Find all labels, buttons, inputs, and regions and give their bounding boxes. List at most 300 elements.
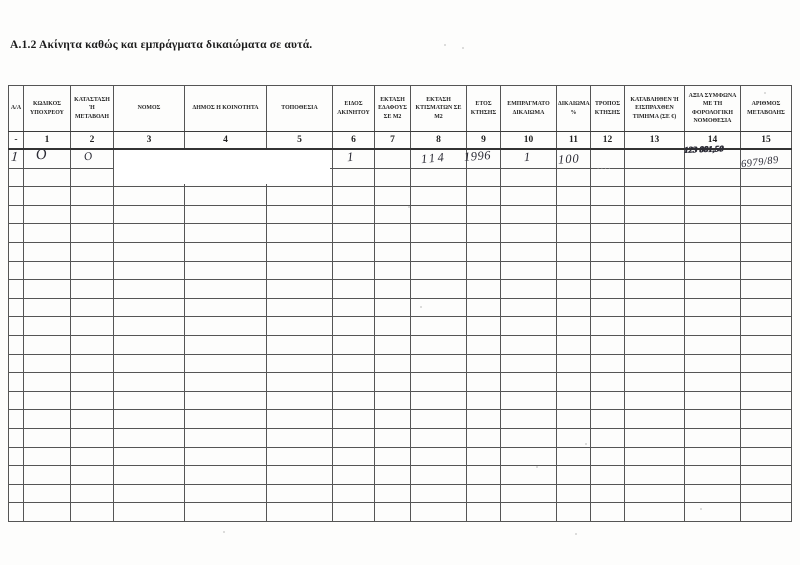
empty-cell bbox=[24, 205, 71, 224]
empty-cell bbox=[741, 298, 792, 317]
empty-cell bbox=[685, 224, 741, 243]
empty-cell bbox=[71, 354, 114, 373]
empty-cell bbox=[267, 280, 333, 299]
empty-cell bbox=[501, 317, 557, 336]
col-number: 14 bbox=[685, 132, 741, 150]
col-number: 1 bbox=[24, 132, 71, 150]
col-header-dikaioma-pct: ΔΙΚΑΙΩΜΑ % bbox=[557, 86, 591, 132]
empty-cell bbox=[267, 391, 333, 410]
empty-cell bbox=[114, 261, 185, 280]
empty-cell bbox=[114, 298, 185, 317]
empty-cell bbox=[9, 205, 24, 224]
empty-cell bbox=[9, 261, 24, 280]
col-number: 4 bbox=[185, 132, 267, 150]
empty-cell bbox=[333, 447, 375, 466]
empty-cell bbox=[625, 261, 685, 280]
empty-cell bbox=[467, 168, 501, 187]
empty-cell bbox=[557, 373, 591, 392]
empty-cell bbox=[9, 168, 24, 187]
empty-cell bbox=[685, 298, 741, 317]
scan-speck bbox=[585, 443, 587, 445]
empty-cell bbox=[625, 298, 685, 317]
empty-cell bbox=[411, 391, 467, 410]
empty-cell bbox=[501, 391, 557, 410]
empty-cell bbox=[24, 187, 71, 206]
empty-cell bbox=[375, 298, 411, 317]
empty-cell bbox=[591, 224, 625, 243]
empty-cell bbox=[9, 317, 24, 336]
empty-cell bbox=[114, 317, 185, 336]
empty-cell bbox=[185, 224, 267, 243]
empty-cell bbox=[114, 391, 185, 410]
empty-cell bbox=[185, 317, 267, 336]
table-row bbox=[9, 280, 792, 299]
empty-cell bbox=[591, 373, 625, 392]
empty-cell bbox=[625, 149, 685, 168]
empty-cell bbox=[557, 410, 591, 429]
empty-cell bbox=[24, 298, 71, 317]
empty-cell bbox=[185, 242, 267, 261]
empty-cell bbox=[741, 242, 792, 261]
empty-cell bbox=[591, 317, 625, 336]
empty-cell bbox=[557, 187, 591, 206]
empty-cell bbox=[685, 168, 741, 187]
handwritten-etos-ktisis: 1996 bbox=[463, 148, 492, 164]
empty-cell bbox=[411, 205, 467, 224]
empty-cell bbox=[24, 391, 71, 410]
empty-cell bbox=[467, 261, 501, 280]
col-number: 6 bbox=[333, 132, 375, 150]
empty-cell bbox=[411, 187, 467, 206]
empty-cell bbox=[333, 428, 375, 447]
empty-cell bbox=[685, 354, 741, 373]
empty-cell bbox=[467, 503, 501, 522]
empty-cell bbox=[411, 242, 467, 261]
empty-cell bbox=[557, 503, 591, 522]
empty-cell bbox=[741, 466, 792, 485]
col-number: 9 bbox=[467, 132, 501, 150]
empty-cell bbox=[467, 466, 501, 485]
empty-cell bbox=[557, 335, 591, 354]
col-header-tropos-ktisis: ΤΡΟΠΟΣ ΚΤΗΣΗΣ bbox=[591, 86, 625, 132]
empty-cell bbox=[9, 447, 24, 466]
empty-cell bbox=[685, 410, 741, 429]
table-row bbox=[9, 503, 792, 522]
empty-cell bbox=[267, 205, 333, 224]
empty-cell bbox=[24, 428, 71, 447]
empty-cell bbox=[625, 168, 685, 187]
empty-cell bbox=[625, 317, 685, 336]
empty-cell bbox=[501, 187, 557, 206]
col-number: - bbox=[9, 132, 24, 150]
empty-cell bbox=[267, 503, 333, 522]
col-number: 3 bbox=[114, 132, 185, 150]
col-number: 13 bbox=[625, 132, 685, 150]
empty-cell bbox=[333, 261, 375, 280]
empty-cell bbox=[591, 187, 625, 206]
empty-cell bbox=[625, 410, 685, 429]
empty-cell bbox=[375, 280, 411, 299]
handwritten-kodikos-ypochreou: O bbox=[34, 146, 48, 164]
empty-cell bbox=[685, 317, 741, 336]
empty-cell bbox=[71, 335, 114, 354]
empty-cell bbox=[685, 261, 741, 280]
empty-cell bbox=[71, 447, 114, 466]
empty-cell bbox=[591, 484, 625, 503]
table-row bbox=[9, 447, 792, 466]
empty-cell bbox=[625, 187, 685, 206]
empty-cell bbox=[741, 205, 792, 224]
empty-cell bbox=[9, 428, 24, 447]
empty-cell bbox=[501, 205, 557, 224]
empty-cell bbox=[591, 261, 625, 280]
empty-cell bbox=[467, 317, 501, 336]
empty-cell bbox=[467, 224, 501, 243]
scan-speck bbox=[420, 306, 422, 308]
empty-cell bbox=[24, 410, 71, 429]
table-row bbox=[9, 205, 792, 224]
empty-cell bbox=[625, 503, 685, 522]
empty-cell bbox=[625, 373, 685, 392]
empty-cell bbox=[591, 280, 625, 299]
empty-cell bbox=[185, 187, 267, 206]
table-row bbox=[9, 261, 792, 280]
column-number-row bbox=[9, 132, 792, 150]
handwritten-arithmos-metavolis: 6979/89 bbox=[740, 154, 780, 171]
table-row bbox=[9, 410, 792, 429]
empty-cell bbox=[24, 354, 71, 373]
table-row bbox=[9, 354, 792, 373]
empty-cell bbox=[411, 335, 467, 354]
empty-cell bbox=[467, 447, 501, 466]
empty-cell bbox=[333, 503, 375, 522]
empty-cell bbox=[71, 168, 114, 187]
empty-cell bbox=[685, 242, 741, 261]
empty-cell bbox=[185, 410, 267, 429]
handwritten-empragmato-dikaioma: 1 bbox=[523, 149, 531, 165]
empty-cell bbox=[411, 428, 467, 447]
col-header-etos-ktisis: ΕΤΟΣ ΚΤΗΣΗΣ bbox=[467, 86, 501, 132]
empty-cell bbox=[685, 187, 741, 206]
empty-cell bbox=[375, 242, 411, 261]
empty-cell bbox=[71, 410, 114, 429]
empty-cell bbox=[625, 484, 685, 503]
table-row bbox=[9, 298, 792, 317]
empty-cell bbox=[333, 391, 375, 410]
empty-cell bbox=[71, 280, 114, 299]
empty-cell bbox=[591, 391, 625, 410]
empty-cell bbox=[591, 335, 625, 354]
empty-cell bbox=[501, 466, 557, 485]
empty-cell bbox=[71, 187, 114, 206]
header-row bbox=[9, 86, 792, 132]
empty-cell bbox=[9, 280, 24, 299]
empty-cell bbox=[9, 354, 24, 373]
empty-cell bbox=[71, 428, 114, 447]
empty-cell bbox=[685, 335, 741, 354]
empty-cell bbox=[411, 354, 467, 373]
empty-cell bbox=[741, 447, 792, 466]
empty-cell bbox=[9, 242, 24, 261]
scan-speck bbox=[700, 508, 702, 510]
empty-cell bbox=[741, 224, 792, 243]
empty-cell bbox=[24, 503, 71, 522]
empty-cell bbox=[333, 466, 375, 485]
table-row bbox=[9, 187, 792, 206]
empty-cell bbox=[24, 335, 71, 354]
empty-cell bbox=[685, 391, 741, 410]
empty-cell bbox=[375, 391, 411, 410]
empty-cell bbox=[557, 391, 591, 410]
empty-cell bbox=[71, 242, 114, 261]
empty-cell bbox=[591, 242, 625, 261]
table-body bbox=[9, 149, 792, 521]
empty-cell bbox=[591, 466, 625, 485]
col-header-aa: Α/Α bbox=[9, 86, 24, 132]
empty-cell bbox=[741, 373, 792, 392]
empty-cell bbox=[267, 187, 333, 206]
empty-cell bbox=[591, 503, 625, 522]
redaction-overlay bbox=[114, 150, 330, 184]
empty-cell bbox=[467, 410, 501, 429]
col-number: 15 bbox=[741, 132, 792, 150]
empty-cell bbox=[24, 466, 71, 485]
empty-cell bbox=[9, 466, 24, 485]
empty-cell bbox=[467, 298, 501, 317]
empty-cell bbox=[411, 168, 467, 187]
col-number: 5 bbox=[267, 132, 333, 150]
empty-cell bbox=[741, 168, 792, 187]
empty-cell bbox=[375, 261, 411, 280]
empty-cell bbox=[375, 373, 411, 392]
empty-cell bbox=[625, 391, 685, 410]
empty-cell bbox=[185, 261, 267, 280]
empty-cell bbox=[114, 187, 185, 206]
empty-cell bbox=[185, 298, 267, 317]
table-row bbox=[9, 428, 792, 447]
empty-cell bbox=[591, 410, 625, 429]
handwritten-ektasi-ktismaton: 114 bbox=[420, 149, 447, 167]
col-header-katastasi: ΚΑΤΑΣΤΑΣΗ Ή ΜΕΤΑΒΟΛΗ bbox=[71, 86, 114, 132]
col-header-timima: ΚΑΤΑΒΛΗΘΕΝ Ή ΕΙΣΠΡΑΧΘΕΝ ΤΙΜΗΜΑ (ΣΕ €) bbox=[625, 86, 685, 132]
empty-cell bbox=[114, 205, 185, 224]
scan-speck bbox=[444, 44, 446, 46]
empty-cell bbox=[411, 298, 467, 317]
col-header-ektasi-edafous: ΕΚΤΑΣΗ ΕΔΑΦΟΥΣ ΣΕ Μ2 bbox=[375, 86, 411, 132]
empty-cell bbox=[267, 354, 333, 373]
empty-cell bbox=[685, 280, 741, 299]
empty-cell bbox=[557, 298, 591, 317]
empty-cell bbox=[411, 317, 467, 336]
table-row bbox=[9, 317, 792, 336]
empty-cell bbox=[24, 261, 71, 280]
empty-cell bbox=[114, 224, 185, 243]
empty-cell bbox=[591, 447, 625, 466]
empty-cell bbox=[625, 205, 685, 224]
empty-cell bbox=[9, 484, 24, 503]
empty-cell bbox=[625, 242, 685, 261]
empty-cell bbox=[375, 410, 411, 429]
scan-speck bbox=[575, 533, 577, 535]
empty-cell bbox=[71, 224, 114, 243]
scan-speck bbox=[462, 47, 464, 49]
empty-cell bbox=[375, 205, 411, 224]
empty-cell bbox=[501, 354, 557, 373]
empty-cell bbox=[741, 280, 792, 299]
empty-cell bbox=[267, 466, 333, 485]
empty-cell bbox=[114, 466, 185, 485]
empty-cell bbox=[375, 335, 411, 354]
empty-cell bbox=[71, 317, 114, 336]
table-row bbox=[9, 335, 792, 354]
empty-cell bbox=[333, 205, 375, 224]
empty-cell bbox=[625, 428, 685, 447]
empty-cell bbox=[411, 484, 467, 503]
table-row bbox=[9, 224, 792, 243]
empty-cell bbox=[333, 484, 375, 503]
empty-cell bbox=[591, 205, 625, 224]
empty-cell bbox=[741, 261, 792, 280]
empty-cell bbox=[185, 484, 267, 503]
col-header-nomos: ΝΟΜΟΣ bbox=[114, 86, 185, 132]
empty-cell bbox=[557, 466, 591, 485]
scan-speck bbox=[408, 206, 410, 208]
empty-cell bbox=[114, 484, 185, 503]
empty-cell bbox=[71, 503, 114, 522]
col-number: 8 bbox=[411, 132, 467, 150]
empty-cell bbox=[467, 187, 501, 206]
empty-cell bbox=[24, 484, 71, 503]
empty-cell bbox=[267, 410, 333, 429]
empty-cell bbox=[267, 224, 333, 243]
empty-cell bbox=[741, 428, 792, 447]
col-number: 12 bbox=[591, 132, 625, 150]
empty-cell bbox=[333, 187, 375, 206]
empty-cell bbox=[557, 224, 591, 243]
empty-cell bbox=[185, 447, 267, 466]
empty-cell bbox=[375, 168, 411, 187]
empty-cell bbox=[71, 261, 114, 280]
handwritten-tropos-marks: .... bbox=[597, 161, 612, 171]
empty-cell bbox=[185, 354, 267, 373]
empty-cell bbox=[741, 484, 792, 503]
empty-cell bbox=[9, 224, 24, 243]
empty-cell bbox=[114, 373, 185, 392]
col-header-axia: ΑΞΙΑ ΣΥΜΦΩΝΑ ΜΕ ΤΗ ΦΟΡΟΛΟΓΙΚΗ ΝΟΜΟΘΕΣΙΑ bbox=[685, 86, 741, 132]
empty-cell bbox=[557, 354, 591, 373]
empty-cell bbox=[375, 484, 411, 503]
empty-cell bbox=[375, 503, 411, 522]
empty-cell bbox=[685, 484, 741, 503]
empty-cell bbox=[185, 280, 267, 299]
empty-cell bbox=[411, 503, 467, 522]
table-row bbox=[9, 242, 792, 261]
empty-cell bbox=[591, 428, 625, 447]
empty-cell bbox=[557, 205, 591, 224]
empty-cell bbox=[333, 224, 375, 243]
handwritten-aa: 1 bbox=[10, 149, 19, 166]
table-row bbox=[9, 391, 792, 410]
section-title: Α.1.2 Ακίνητα καθώς και εμπράγματα δικαιώματα σε αυτά. bbox=[10, 39, 313, 51]
empty-cell bbox=[625, 447, 685, 466]
col-number: 7 bbox=[375, 132, 411, 150]
empty-cell bbox=[411, 261, 467, 280]
empty-cell bbox=[501, 484, 557, 503]
empty-cell bbox=[71, 298, 114, 317]
empty-cell bbox=[9, 298, 24, 317]
empty-cell bbox=[591, 354, 625, 373]
empty-cell bbox=[557, 261, 591, 280]
empty-cell bbox=[333, 373, 375, 392]
empty-cell bbox=[741, 503, 792, 522]
col-header-ektasi-ktismaton: ΕΚΤΑΣΗ ΚΤΙΣΜΑΤΩΝ ΣΕ Μ2 bbox=[411, 86, 467, 132]
empty-cell bbox=[333, 317, 375, 336]
empty-cell bbox=[24, 242, 71, 261]
empty-cell bbox=[557, 447, 591, 466]
col-header-topothesia: ΤΟΠΟΘΕΣΙΑ bbox=[267, 86, 333, 132]
table-row bbox=[9, 466, 792, 485]
handwritten-eidos-akinitou: 1 bbox=[346, 148, 354, 165]
empty-cell bbox=[267, 373, 333, 392]
empty-cell bbox=[185, 466, 267, 485]
empty-cell bbox=[557, 168, 591, 187]
empty-cell bbox=[625, 335, 685, 354]
empty-cell bbox=[685, 447, 741, 466]
empty-cell bbox=[333, 242, 375, 261]
empty-cell bbox=[114, 335, 185, 354]
empty-cell bbox=[9, 187, 24, 206]
empty-cell bbox=[24, 317, 71, 336]
empty-cell bbox=[71, 391, 114, 410]
empty-cell bbox=[467, 373, 501, 392]
empty-cell bbox=[24, 447, 71, 466]
empty-cell bbox=[625, 280, 685, 299]
empty-cell bbox=[741, 187, 792, 206]
empty-cell bbox=[501, 168, 557, 187]
empty-cell bbox=[267, 317, 333, 336]
empty-cell bbox=[625, 466, 685, 485]
empty-cell bbox=[185, 335, 267, 354]
empty-cell bbox=[114, 354, 185, 373]
empty-cell bbox=[501, 410, 557, 429]
empty-cell bbox=[411, 447, 467, 466]
col-header-empragmato: ΕΜΠΡΑΓΜΑΤΟ ΔΙΚΑΙΩΜΑ bbox=[501, 86, 557, 132]
empty-cell bbox=[501, 428, 557, 447]
empty-cell bbox=[114, 447, 185, 466]
empty-cell bbox=[9, 410, 24, 429]
empty-cell bbox=[501, 373, 557, 392]
empty-cell bbox=[185, 373, 267, 392]
empty-cell bbox=[185, 428, 267, 447]
empty-cell bbox=[501, 298, 557, 317]
empty-cell bbox=[375, 447, 411, 466]
empty-cell bbox=[467, 484, 501, 503]
empty-cell bbox=[411, 224, 467, 243]
empty-cell bbox=[24, 224, 71, 243]
empty-cell bbox=[375, 466, 411, 485]
empty-cell bbox=[24, 373, 71, 392]
empty-cell bbox=[411, 410, 467, 429]
empty-cell bbox=[9, 503, 24, 522]
empty-cell bbox=[375, 354, 411, 373]
empty-cell bbox=[114, 410, 185, 429]
empty-cell bbox=[375, 187, 411, 206]
table-row bbox=[9, 373, 792, 392]
empty-cell bbox=[501, 447, 557, 466]
empty-cell bbox=[375, 224, 411, 243]
empty-cell bbox=[501, 335, 557, 354]
scan-speck bbox=[764, 92, 766, 94]
